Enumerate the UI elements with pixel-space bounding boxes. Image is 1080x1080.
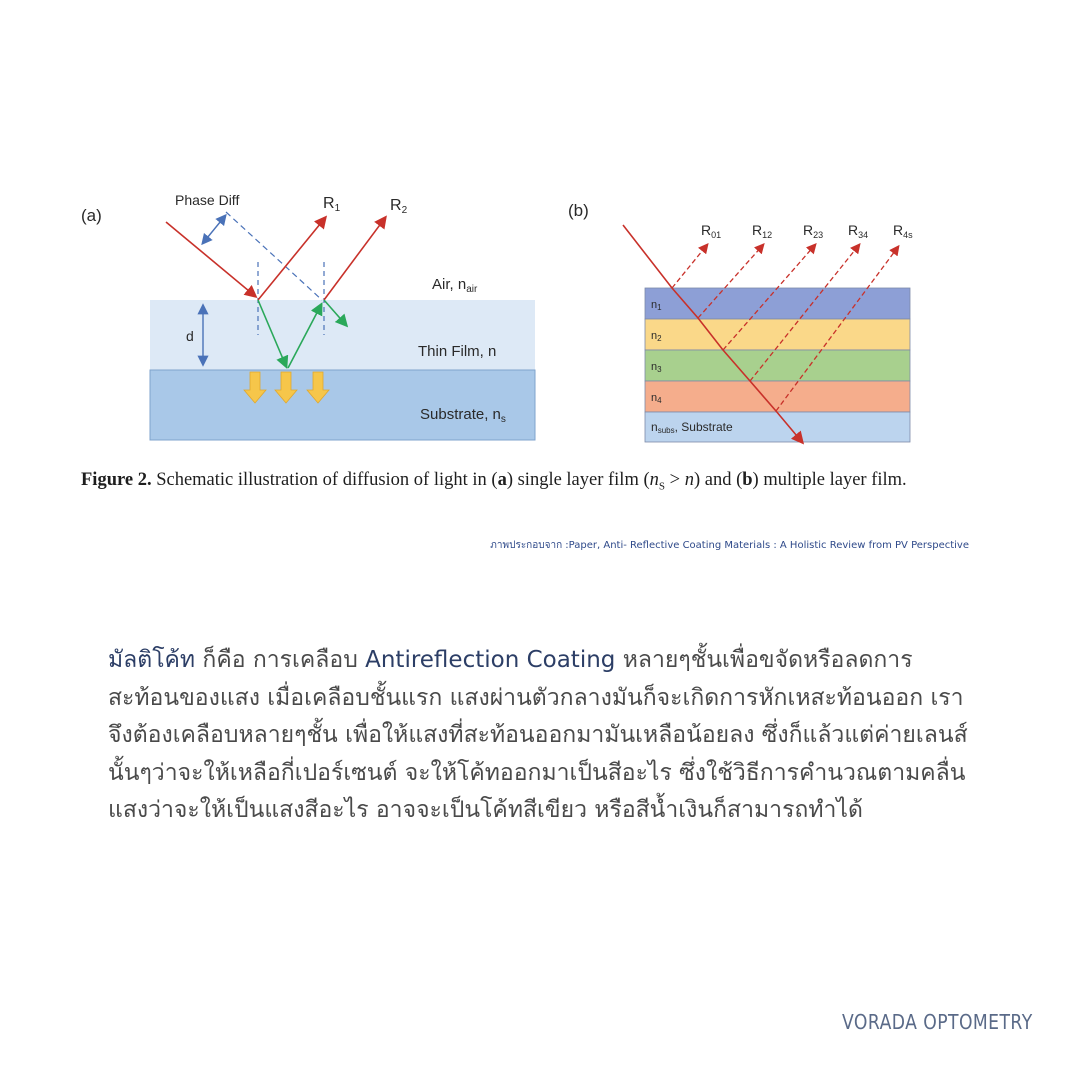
layer-n4 [645, 381, 910, 412]
substrate-layer [150, 370, 535, 440]
caption-ns: n [649, 470, 659, 490]
figure-caption [81, 466, 941, 501]
reflection-label-r4s: $R_{4s}$ [893, 222, 913, 240]
caption-part-3: ) and ( [693, 470, 743, 490]
reflected-ray-r1 [258, 218, 325, 300]
substrate-label-b: nsubs, Substrate [651, 420, 733, 435]
phase-diff-dashed-line [226, 212, 322, 300]
reflected-ray-r01 [672, 245, 707, 288]
image-credit: ภาพประกอบจาก :Paper, Anti- Reflective Coating Materials : A Holistic Review from PV Perspective [490, 540, 969, 551]
reflection-label-r01: $R_{01}$ [701, 222, 722, 240]
reflection-label-r23: $R_{23}$ [803, 222, 824, 240]
body-paragraph [108, 642, 978, 830]
figure-2-diagram [0, 0, 1080, 460]
brand-logo-text: VORADA OPTOMETRY [842, 1010, 1033, 1034]
caption-a: a [497, 470, 507, 490]
caption-b: b [742, 470, 753, 490]
term-multicoat: มัลติโค้ท [108, 647, 196, 673]
layer-stack [645, 288, 910, 442]
panel-a-label: (a) [81, 206, 102, 225]
r1-label: R1 [323, 195, 341, 214]
phase-diff-label: Phase Diff [175, 192, 240, 208]
reflection-label-r34: $R_{34}$ [848, 222, 869, 240]
transmitted-energy-arrows [244, 372, 329, 403]
r2-label: R2 [390, 197, 408, 216]
layer-label-n4: n4 [651, 392, 662, 405]
layer-label-n3: n3 [651, 361, 662, 374]
term-antireflection: Antireflection Coating [365, 647, 616, 673]
panel-b-label: (b) [568, 201, 589, 220]
caption-ns-sub: S [658, 480, 666, 493]
caption-part-2: ) single layer film ( [506, 470, 650, 490]
reflection-label-r12: $R_{12}$ [752, 222, 773, 240]
layer-label-n2: n2 [651, 330, 662, 343]
layer-label-n1: n1 [651, 299, 662, 312]
phase-diff-arrow [203, 216, 225, 243]
caption-gt: > [665, 470, 685, 490]
air-label: Air, $n_{air}$ [432, 276, 478, 295]
caption-part-4: ) multiple layer film. [752, 470, 907, 490]
thickness-label: d [186, 328, 194, 344]
caption-part-1: Schematic illustration of diffusion of light in ( [151, 470, 498, 490]
substrate-label: Substrate, $n_s$ [420, 406, 506, 425]
figure-number: Figure 2. [81, 470, 152, 490]
reflection-labels [701, 222, 913, 240]
layer-n3 [645, 350, 910, 381]
caption-n: n [684, 470, 694, 490]
reflected-ray-r2 [324, 218, 385, 300]
thin-film-label: Thin Film, n [418, 343, 497, 360]
layer-n2 [645, 319, 910, 350]
panel-b [568, 201, 913, 442]
body-text-2: หลายๆชั้นเพื่อขจัดหรือลดการสะท้อนของแสง เมื่อเคลือบชั้นแรก แสงผ่านตัวกลางมันก็จะเกิดการหักเหสะท้อนออก เราจึงต้องเคลือบหลายๆชั้น เพื่อให้แสงที่สะท้อนออกมามันเหลือน้อยลง ซึ่งก็แล้วแต่ค่ายเลนส์นั้นๆว่าจะให้เหลือกี่เปอร์เซนต์ จะให้โค้ทออกมาเป็นสีอะไร ซึ่งใช้วิธีการคำนวณตามคลื่นแสงว่าจะให้เป็นแสงสีอะไร อาจจะเป็นโค้ทสีเขียว หรือสีน้ำเงินก็สามารถทำได้ [108, 647, 968, 823]
panel-a [81, 192, 535, 440]
body-text-1: ก็คือ การเคลือบ [195, 647, 366, 673]
